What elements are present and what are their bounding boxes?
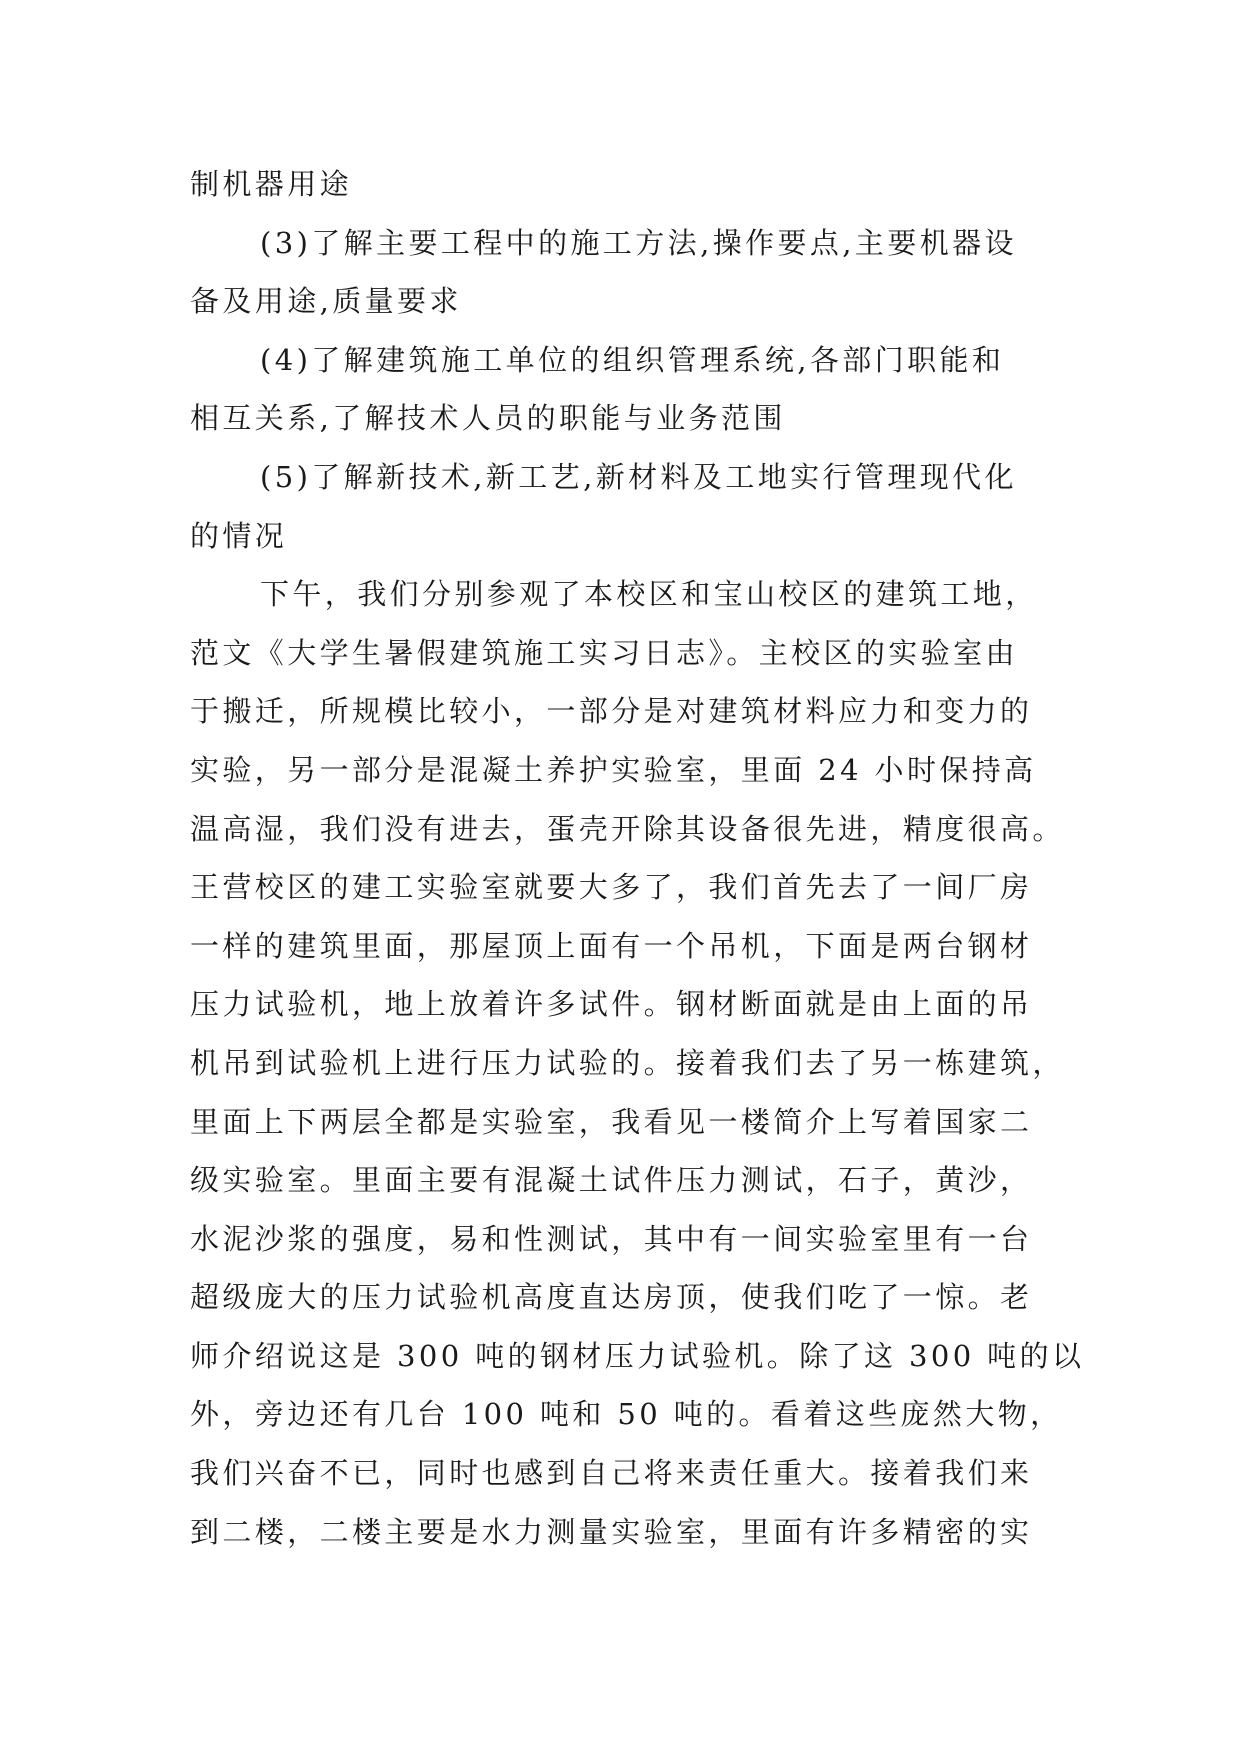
- text-line: 水泥沙浆的强度，易和性测试，其中有一间实验室里有一台: [190, 1221, 1033, 1256]
- list-item-5: (5)了解新技术,新工艺,新材料及工地实行管理现代化: [260, 459, 1017, 494]
- text-line: 级实验室。里面主要有混凝土试件压力测试，石子，黄沙，: [190, 1163, 1033, 1198]
- list-item-4: (4)了解建筑施工单位的组织管理系统,各部门职能和: [260, 342, 1005, 377]
- text-line: 实验，另一部分是混凝土养护实验室，里面 24 小时保持高: [190, 752, 1037, 787]
- text-line: 我们兴奋不已，同时也感到自己将来责任重大。接着我们来: [190, 1456, 1033, 1491]
- text-line: 压力试验机，地上放着许多试件。钢材断面就是由上面的吊: [190, 987, 1033, 1022]
- text-line: 制机器用途: [190, 167, 353, 201]
- list-item-3: (3)了解主要工程中的施工方法,操作要点,主要机器设: [260, 225, 1017, 260]
- text-line: 相互关系,了解技术人员的职能与业务范围: [190, 401, 786, 436]
- text-line: 王营校区的建工实验室就要大多了，我们首先去了一间厂房: [190, 870, 1033, 905]
- text-line: 到二楼，二楼主要是水力测量实验室，里面有许多精密的实: [190, 1514, 1033, 1549]
- paragraph-start: 下午，我们分别参观了本校区和宝山校区的建筑工地，: [260, 577, 1038, 612]
- text-line: 的情况: [190, 518, 288, 553]
- text-line: 机吊到试验机上进行压力试验的。接着我们去了另一栋建筑，: [190, 1045, 1065, 1080]
- text-line: 温高湿，我们没有进去，蛋壳开除其设备很先进，精度很高。: [190, 811, 1065, 846]
- text-line: 范文《大学生暑假建筑施工实习日志》。主校区的实验室由: [190, 635, 1018, 670]
- text-line: 备及用途,质量要求: [190, 284, 462, 319]
- text-line: 里面上下两层全都是实验室，我看见一楼简介上写着国家二: [190, 1104, 1033, 1139]
- text-line: 外，旁边还有几台 100 吨和 50 吨的。看着这些庞然大物，: [190, 1397, 1063, 1432]
- text-line: 于搬迁，所规模比较小，一部分是对建筑材料应力和变力的: [190, 694, 1033, 729]
- text-line: 一样的建筑里面，那屋顶上面有一个吊机，下面是两台钢材: [190, 928, 1033, 963]
- text-line: 师介绍说这是 300 吨的钢材压力试验机。除了这 300 吨的以: [190, 1338, 1085, 1373]
- text-line: 超级庞大的压力试验机高度直达房顶，使我们吃了一惊。老: [190, 1280, 1033, 1315]
- body-text: [190, 155, 1085, 1561]
